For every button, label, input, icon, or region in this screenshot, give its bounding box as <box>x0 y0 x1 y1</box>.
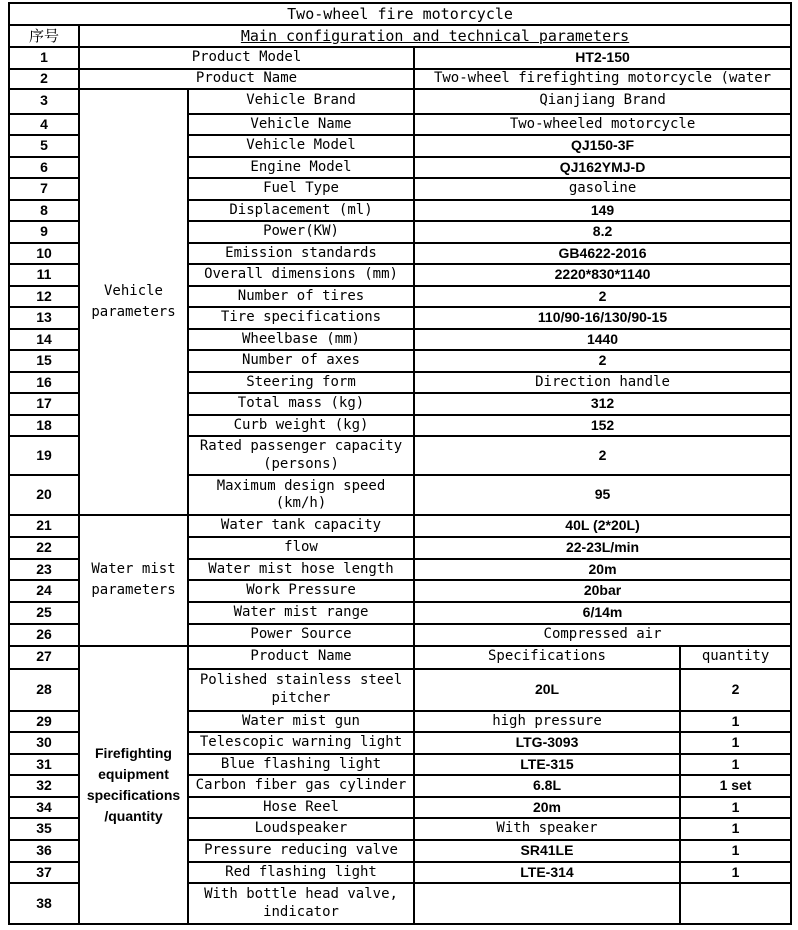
serial-cell: 22 <box>9 537 79 559</box>
value-cell: GB4622-2016 <box>414 243 791 265</box>
param-cell: Rated passenger capacity (persons) <box>188 436 414 475</box>
param-cell: Number of axes <box>188 350 414 372</box>
serial-cell: 16 <box>9 372 79 394</box>
table-title: Two-wheel fire motorcycle <box>9 3 791 25</box>
qty-cell: 1 set <box>680 775 791 797</box>
value-cell: QJ162YMJ-D <box>414 157 791 179</box>
param-cell: Fuel Type <box>188 178 414 200</box>
serial-cell: 25 <box>9 602 79 624</box>
value-cell: 40L (2*20L) <box>414 515 791 537</box>
serial-cell: 26 <box>9 624 79 646</box>
param-cell: Curb weight (kg) <box>188 415 414 437</box>
value-cell: 149 <box>414 200 791 222</box>
param-cell: Water mist hose length <box>188 559 414 581</box>
serial-cell: 34 <box>9 797 79 819</box>
serial-cell: 4 <box>9 114 79 136</box>
qty-cell: 2 <box>680 669 791 711</box>
param-cell: Work Pressure <box>188 580 414 602</box>
qty-cell: 1 <box>680 711 791 733</box>
param-cell: Loudspeaker <box>188 818 414 840</box>
qty-cell: 1 <box>680 754 791 776</box>
table-row <box>9 89 791 114</box>
serial-cell: 17 <box>9 393 79 415</box>
qty-cell: 1 <box>680 818 791 840</box>
param-cell: Hose Reel <box>188 797 414 819</box>
value-cell: 8.2 <box>414 221 791 243</box>
serial-cell: 30 <box>9 732 79 754</box>
param-cell: Wheelbase (mm) <box>188 329 414 351</box>
value-cell: 22-23L/min <box>414 537 791 559</box>
qty-cell: 1 <box>680 840 791 862</box>
serial-cell: 18 <box>9 415 79 437</box>
serial-cell: 38 <box>9 883 79 924</box>
serial-cell: 28 <box>9 669 79 711</box>
serial-cell: 11 <box>9 264 79 286</box>
value-cell: 20m <box>414 559 791 581</box>
spec-cell: LTE-314 <box>414 862 680 884</box>
spec-cell: 6.8L <box>414 775 680 797</box>
serial-cell: 1 <box>9 47 79 69</box>
value-cell: 2 <box>414 350 791 372</box>
value-cell: Two-wheel firefighting motorcycle (water <box>414 69 791 89</box>
value-cell: 2 <box>414 286 791 308</box>
value-cell: 152 <box>414 415 791 437</box>
serial-cell: 3 <box>9 89 79 114</box>
serial-cell: 14 <box>9 329 79 351</box>
table-row <box>9 646 791 669</box>
param-cell: flow <box>188 537 414 559</box>
param-cell: Displacement (ml) <box>188 200 414 222</box>
table-row <box>9 25 791 47</box>
value-cell: 312 <box>414 393 791 415</box>
spec-cell: LTE-315 <box>414 754 680 776</box>
param-cell: Water tank capacity <box>188 515 414 537</box>
header-main-cell: Main configuration and technical parameters <box>79 25 791 47</box>
param-cell: Total mass (kg) <box>188 393 414 415</box>
table-row <box>9 3 791 25</box>
serial-cell: 5 <box>9 135 79 157</box>
param-cell: Number of tires <box>188 286 414 308</box>
value-cell: 20bar <box>414 580 791 602</box>
serial-cell: 31 <box>9 754 79 776</box>
qty-cell <box>680 883 791 924</box>
qty-cell: 1 <box>680 797 791 819</box>
serial-cell: 21 <box>9 515 79 537</box>
serial-cell: 12 <box>9 286 79 308</box>
serial-cell: 15 <box>9 350 79 372</box>
value-cell: Compressed air <box>414 624 791 646</box>
table-row <box>9 69 791 89</box>
param-cell: Water mist range <box>188 602 414 624</box>
param-cell: Maximum design speed (km/h) <box>188 475 414 515</box>
qty-cell: quantity <box>680 646 791 669</box>
value-cell: 6/14m <box>414 602 791 624</box>
spec-cell: 20L <box>414 669 680 711</box>
value-cell: 110/90-16/130/90-15 <box>414 307 791 329</box>
value-cell: Two-wheeled motorcycle <box>414 114 791 136</box>
param-cell: Vehicle Brand <box>188 89 414 114</box>
param-cell: Power(KW) <box>188 221 414 243</box>
param-cell: Product Name <box>79 69 414 89</box>
serial-cell: 27 <box>9 646 79 669</box>
param-cell: Engine Model <box>188 157 414 179</box>
serial-cell: 29 <box>9 711 79 733</box>
value-cell: 2220*830*1140 <box>414 264 791 286</box>
param-cell: Water mist gun <box>188 711 414 733</box>
value-cell: 95 <box>414 475 791 515</box>
spec-cell: SR41LE <box>414 840 680 862</box>
param-cell: Vehicle Model <box>188 135 414 157</box>
param-cell: Blue flashing light <box>188 754 414 776</box>
param-cell: Telescopic warning light <box>188 732 414 754</box>
param-cell: Red flashing light <box>188 862 414 884</box>
spec-cell: With speaker <box>414 818 680 840</box>
param-cell: Steering form <box>188 372 414 394</box>
qty-cell: 1 <box>680 862 791 884</box>
qty-cell: 1 <box>680 732 791 754</box>
serial-cell: 37 <box>9 862 79 884</box>
serial-cell: 2 <box>9 69 79 89</box>
serial-cell: 6 <box>9 157 79 179</box>
spec-table <box>8 2 792 925</box>
value-cell: Direction handle <box>414 372 791 394</box>
param-cell: Product Model <box>79 47 414 69</box>
serial-cell: 36 <box>9 840 79 862</box>
serial-cell: 20 <box>9 475 79 515</box>
param-cell: Tire specifications <box>188 307 414 329</box>
serial-cell: 24 <box>9 580 79 602</box>
spec-cell: 20m <box>414 797 680 819</box>
value-cell: HT2-150 <box>414 47 791 69</box>
value-cell: 1440 <box>414 329 791 351</box>
serial-cell: 8 <box>9 200 79 222</box>
param-cell: Power Source <box>188 624 414 646</box>
spec-cell: LTG-3093 <box>414 732 680 754</box>
serial-cell: 35 <box>9 818 79 840</box>
group-cell-water-mist: Water mist parameters <box>79 515 188 646</box>
header-serial-cell: 序号 <box>9 25 79 47</box>
value-cell: 2 <box>414 436 791 475</box>
param-cell: Carbon fiber gas cylinder <box>188 775 414 797</box>
param-cell: With bottle head valve, indicator <box>188 883 414 924</box>
group-cell-vehicle: Vehicle parameters <box>79 89 188 516</box>
serial-cell: 10 <box>9 243 79 265</box>
param-cell: Emission standards <box>188 243 414 265</box>
value-cell: Qianjiang Brand <box>414 89 791 114</box>
spec-cell: Specifications <box>414 646 680 669</box>
spec-cell: high pressure <box>414 711 680 733</box>
param-cell: Polished stainless steel pitcher <box>188 669 414 711</box>
table-row <box>9 47 791 69</box>
group-cell-firefighting: Firefighting equipment specifications /quantity <box>79 646 188 925</box>
serial-cell: 23 <box>9 559 79 581</box>
value-cell: QJ150-3F <box>414 135 791 157</box>
spec-cell <box>414 883 680 924</box>
serial-cell: 13 <box>9 307 79 329</box>
param-cell: Product Name <box>188 646 414 669</box>
param-cell: Overall dimensions (mm) <box>188 264 414 286</box>
table-row <box>9 515 791 537</box>
serial-cell: 7 <box>9 178 79 200</box>
serial-cell: 9 <box>9 221 79 243</box>
serial-cell: 19 <box>9 436 79 475</box>
param-cell: Vehicle Name <box>188 114 414 136</box>
value-cell: gasoline <box>414 178 791 200</box>
serial-cell: 32 <box>9 775 79 797</box>
param-cell: Pressure reducing valve <box>188 840 414 862</box>
